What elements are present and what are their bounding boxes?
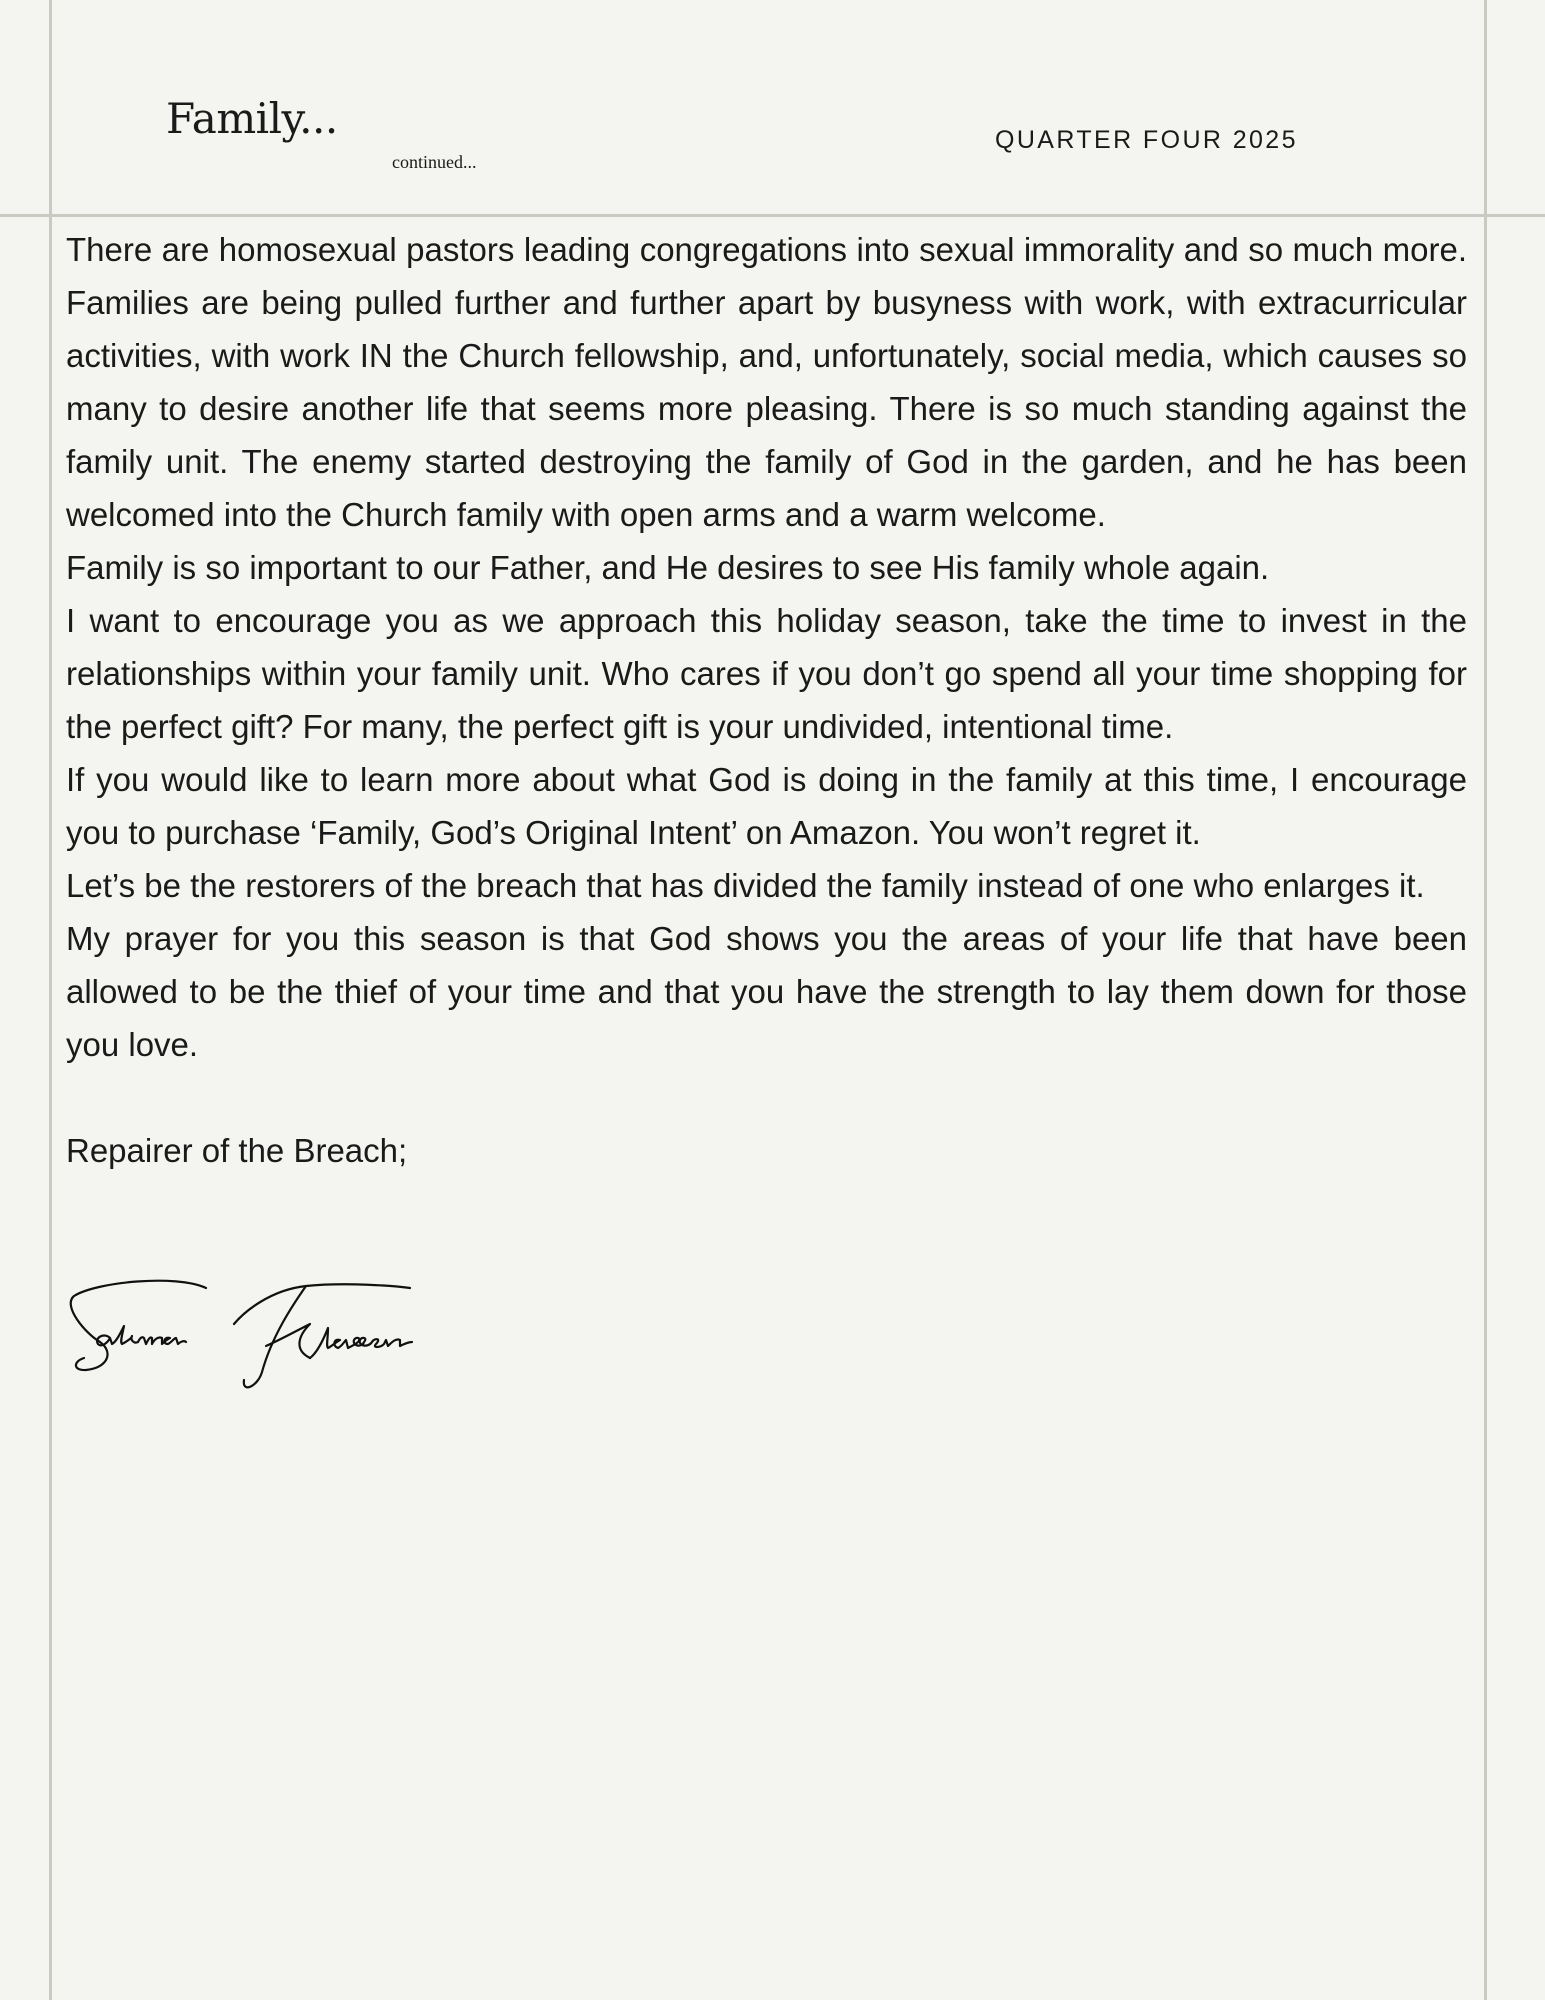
signature [66,1276,436,1416]
article-body [66,223,1467,1177]
paragraph: There are homosexual pastors leading congregations into sexual immorality and so much more. Families are being pulled further and further apart by busyness with work, with extracurricular activities, with work IN the Church fellowship, and, unfortunately, social media, which causes so many to desire another life that seems more pleasing. There is so much standing against the family unit. The enemy started destroying the family of God in the garden, and he has been welcomed into the Church family with open arms and a warm welcome. [66,231,1467,533]
spacer [66,1071,1467,1124]
right-margin-rule [1484,0,1487,2000]
paragraph: If you would like to learn more about what God is doing in the family at this time, I encourage you to purchase ‘Family, God’s Original Intent’ on Amazon. You won’t regret it. [66,761,1467,851]
paragraph: Family is so important to our Father, and He desires to see His family whole again. [66,549,1270,586]
header-divider-rule [0,214,1545,217]
paragraph: My prayer for you this season is that God shows you the areas of your life that have been allowed to be the thief of your time and that you have the strength to lay them down for those you love. [66,920,1467,1063]
signoff: Repairer of the Breach; [66,1132,408,1169]
paragraph: I want to encourage you as we approach this holiday season, take the time to invest in the relationships within your family unit. Who cares if you don’t go spend all your time shopping for the perfect gift? For many, the perfect gift is your undivided, intentional time. [66,602,1467,745]
issue-label: QUARTER FOUR 2025 [995,126,1298,154]
page-title: Family... [166,94,338,143]
left-margin-rule [49,0,52,2000]
page-subtitle: continued... [392,152,477,172]
paragraph: Let’s be the restorers of the breach that has divided the family instead of one who enlarges it. [66,867,1425,904]
